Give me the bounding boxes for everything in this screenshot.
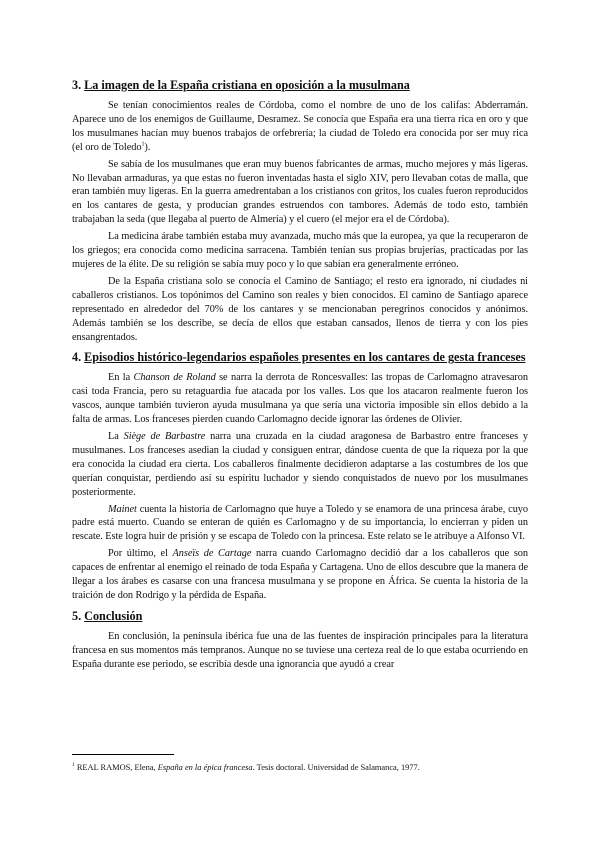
paragraph-text: La <box>108 431 124 443</box>
paragraph-text: Se tenían conocimientos reales de Córdoba, como el nombre de uno de los califas: Abderramán. Aparece uno de los enemigos de Guillaume, Desramez. Se conocía que España era una tierra rica en oro y que los musulmanes hacían muy buenos trabajos de orfebrería; la ciudad de Toledo era conocida por ser muy rica (el oro de Toledo <box>72 100 528 153</box>
footnote-text: . Tesis doctoral. Universidad de Salamanca, 1977. <box>252 763 420 772</box>
work-title: Chanson de Roland <box>133 372 216 384</box>
paragraph <box>72 371 528 427</box>
paragraph-text: cuenta la historia de Carlomagno que huye a Toledo y se enamora de una princesa árabe, cuyo padre está muerto. Cuando se enteran de quién es Carlomagno y de su importancia, lo encierran y piden un rescate. Este logra huir de prisión y se escapa de Toledo con la princesa. Este relato se le atribuye a Alfonso VI. <box>72 503 528 543</box>
footnote-mark: 1 <box>72 762 75 769</box>
paragraph: De la España cristiana solo se conocía el Camino de Santiago; el resto era ignorado, ni ciudades ni caballeros cristianos. Los topónimos del Camino son reales y bien conocidos. El camino de Santiago aparece representado en alrededor del 70% de los cantares y se mencionaban peregrinos conocidos y anónimos. Además también se los describe, se decía de ellos que estaban cansados, llenos de tierra y con los pies ensangrentados. <box>72 275 528 343</box>
footnote-work-title: España en la épica francesa <box>157 763 253 772</box>
work-title: Mainet <box>108 503 137 515</box>
paragraph <box>72 99 528 155</box>
paragraph <box>72 430 528 500</box>
section-title: Episodios histórico-legendarios españoles presentes en los cantares de gesta franceses <box>84 350 526 365</box>
section-number: 5. <box>72 608 82 623</box>
footnote <box>72 762 528 773</box>
section-heading <box>72 78 528 93</box>
paragraph: En conclusión, la península ibérica fue una de las fuentes de inspiración principales para la literatura francesa en sus momentos más tempranos. Aunque no se tuviese una certeza real de lo que estaba ocurriendo en España durante ese periodo, se escribía desde una ignorancia que ayudó a crear <box>72 630 528 670</box>
paragraph: Se sabía de los musulmanes que eran muy buenos fabricantes de armas, mucho mejores y más ligeras. No llevaban armaduras, ya que estas no fueron inventadas hasta el siglo XIV, pero llevaban cotas de malla, que eran también muy ligeras. En la guerra amedrentaban a los cristianos con gritos, los cuales fueron reproducidos en los cantares de gesta, y producían grandes estruendos con tambores. Además de todo esto, también trabajaban la seda (que llegaba al puerto de Almería) y el cuero (el mejor era el de Córdoba). <box>72 158 528 226</box>
paragraph-text: narra una cruzada en la ciudad aragonesa de Barbastro entre franceses y musulmanes. Los franceses asedian la ciudad y consiguen entrar, dándose cuenta de que la riqueza por la que era conocida la ciudad era cierta. Los caballeros finalmente decidieron adaptarse a las costumbres de los que querían conquistar, perdiendo así su espíritu luchador y siendo conquistados de nuevo por los musulmanes posteriormente. <box>72 431 528 498</box>
paragraph-text: Por último, el <box>108 548 173 560</box>
work-title: Anseïs de Cartage <box>172 548 252 560</box>
section-title: La imagen de la España cristiana en oposición a la musulmana <box>84 78 410 92</box>
section-number: 4. <box>72 350 82 365</box>
document-page <box>72 72 528 675</box>
paragraph-text: narra cuando Carlomagno decidió dar a los caballeros que son capaces de enfrentar al enemigo el reinado de toda España y Cartagena. Uno de ellos descubre que la manera de llegar a los árabes es casarse con una francesa musulmana y se propone en África. Se cuenta la historia de la traición de don Rodrigo y la pérdida de España. <box>72 548 529 601</box>
footnote-text: REAL RAMOS, Elena, <box>74 763 158 772</box>
footnote-divider <box>72 754 174 755</box>
section-title: Conclusión <box>84 608 143 623</box>
section-heading <box>72 350 528 365</box>
paragraph-text: ). <box>144 141 151 153</box>
paragraph <box>72 547 528 603</box>
paragraph-text: se narra la derrota de Roncesvalles: las tropas de Carlomagno atravesaron casi toda Francia, pero su retaguardia fue atacada por los valles. Los que los atacaron realmente fueron los vascos, aunque también tuvieron ayuda musulmana ya que sería una victoria imposible sin ellos debido a la falta de armas. Los franceses pierden cuando Carlomagno decide ignorar las órdenes de Olivier. <box>72 372 529 426</box>
paragraph-text: En la <box>108 372 134 384</box>
footnote-reference[interactable]: 1 <box>141 141 145 148</box>
work-title: Siège de Barbastre <box>123 431 206 443</box>
paragraph <box>72 503 528 545</box>
section-number: 3. <box>72 78 82 92</box>
paragraph: La medicina árabe también estaba muy avanzada, mucho más que la europea, ya que la recuperaron de los griegos; era conocida como medicina sarracena. También tenían sus propias brujerías, practicadas por las mujeres de la élite. De su religión se sabía muy poco y lo que sabían era generalmente erróneo. <box>72 231 528 270</box>
section-heading <box>72 609 528 624</box>
